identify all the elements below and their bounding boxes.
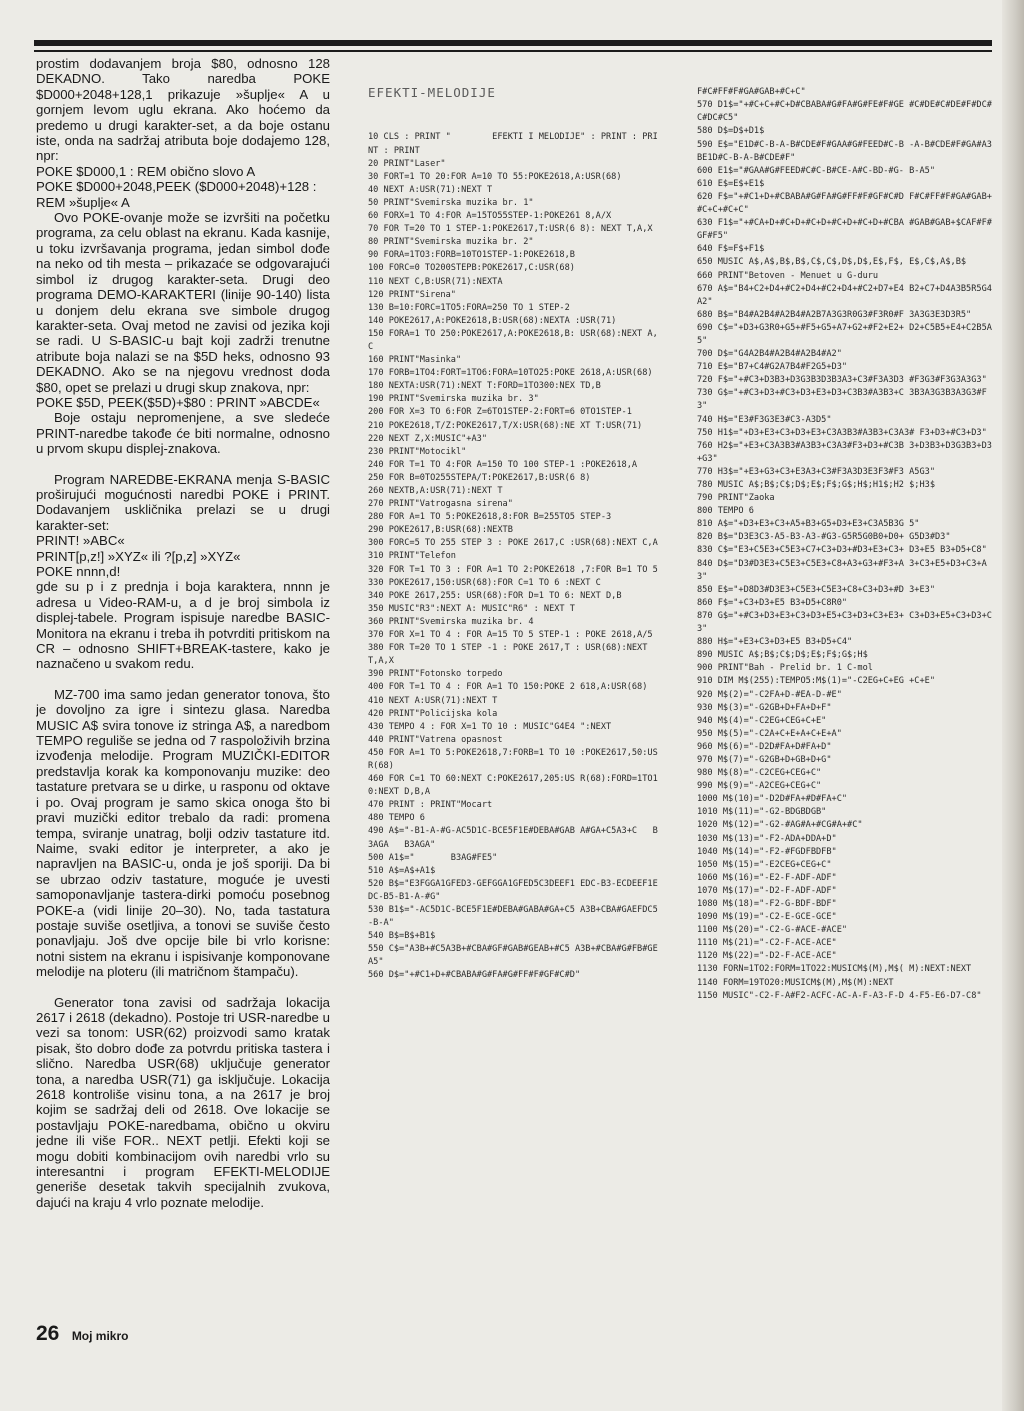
listing-line: 560 D$="+#C1+D+#CBABA#G#FA#G#FF#F#GF#C#D" [368,970,581,981]
listing-line: 660 PRINT"Betoven - Menuet u G-duru [697,270,879,281]
listing-line: 330 POKE2617,150:USR(68):FOR C=1 TO 6 :NEXT C [368,577,601,588]
article-paragraph: MZ-700 ima samo jedan generator tonova, što je dovoljno za igre i sintezu glasa. Naredba MUSIC A$ svira tonove iz stringa A$, a naredbom TEMPO reguliše se jedna od 7 raspoloživih brzina izvođenja melodije. Program MUZIČKI-EDITOR predstavlja korak ka komponovanju muzike: deo tastature pretvara se u dirke, u rasponu od oktave i po. Ovaj program je samo skica onoga što bi pravi muzički editor trebalo da radi: promena tempa, sviranje unatrag, bolji odziv tastature itd. Naime, svaki editor je interpreter, a ako je napravljen na BASIC-u, onda je još sporiji. Da bi se ubrzao odziv tastature, moguće je uvesti samoponavljanje tastera-dirki pomoću posebnog POKE-a (vidi linije 20–30). No, tada tastatura postaje suviše osetljiva, a tonovi se suviše često ponavljaju. Još dve opcije bile bi vrlo korisne: notni sistem na ekranu i ispisivanje komponovane melodije na ploteru (ili matričnom štampaču). [36,686,330,980]
listing-line: 540 B$=B$+B1$ [368,931,436,942]
listing-line: 460 FOR C=1 TO 60:NEXT C:POKE2617,205:US R(68):FORD=1TO10:NEXT D,B,A [368,774,658,798]
listing-line: 270 PRINT"Vatrogasna sirena" [368,499,513,510]
paragraph-gap [36,457,330,472]
listing-line: 880 H$="+E3+C3+D3+E5 B3+D5+C4" [697,637,853,648]
listing-line: 940 M$(4)="-C2EG+CEG+C+E" [697,715,827,726]
listing-line: 280 FOR A=1 TO 5:POKE2618,8:FOR B=255TO5 STEP-3 [368,512,612,523]
listing-line: 130 B=10:FORC=1TO5:FORA=250 TO 1 STEP-2 [368,302,570,313]
page-footer [36,1322,128,1352]
listing-line: 470 PRINT : PRINT"Mocart [368,800,493,811]
listing-line: 250 FOR B=0TO255STEPA/T:POKE2617,B:USR(6 8) [368,472,591,483]
code-example: POKE $D000+2048,PEEK ($D000+2048)+128 : REM »šuplje« A [36,179,317,210]
listing-line: 210 POKE2618,T/Z:POKE2617,T/X:USR(68):NE XT T:USR(71) [368,420,643,431]
top-rule-thin [34,50,992,52]
paragraph-gap [36,672,330,687]
article-paragraph: gde su p i z prednja i boja karaktera, nnnn je adresa u Video-RAM-u, a d je broj simbola iz displej-tabele. Program ispisuje naredbe BASIC-Monitora na ekranu i treba ih potvrditi pritiskom na CR – odnosno SHIFT+BREAK-tastere, kako je naznačeno u svakom redu. [36,579,330,672]
listing-line: 1080 M$(18)="-F2-G-BDF-BDF" [697,899,837,909]
listing-line: 1090 M$(19)="-C2-E-GCE-GCE" [697,912,837,923]
listing-line: 1030 M$(13)="-F2-ADA+DDA+D" [697,833,837,844]
listing-line: 770 H3$="+E3+G3+C3+E3A3+C3#F3A3D3E3F3#F3 A5G3" [697,466,935,477]
listing-line: 930 M$(3)="-G2GB+D+FA+D+F" [697,702,832,713]
listing-line: 520 B$="E3FGGA1GFED3-GEFGGA1GFED5C3DEEF1 EDC-B3-ECDEEF1EDC-B5-B1-A-#G" [368,878,658,902]
listing-line: 400 FOR T=1 TO 4 : FOR A=1 TO 150:POKE 2 618,A:USR(68) [368,682,648,693]
listing-line: 170 FORB=1TO4:FORT=1TO6:FORA=10TO25:POKE 2618,A:USR(68) [368,368,653,379]
listing-line: 790 PRINT"Zaoka [697,493,775,504]
listing-line: 180 NEXTA:USR(71):NEXT T:FORD=1TO300:NEX TD,B [368,381,601,392]
listing-line: 320 FOR T=1 TO 3 : FOR A=1 TO 2:POKE2618 ,7:FOR B=1 TO 5 [368,564,658,575]
listing-line: 580 D$=D$+D1$ [697,126,765,137]
listing-line: 110 NEXT C,B:USR(71):NEXTA [368,276,503,287]
listing-line: 1020 M$(12)="-G2-#AG#A+#CG#A+#C" [697,820,863,831]
listing-line: 80 PRINT"Svemirska muzika br. 2" [368,237,534,248]
listing-line: 430 TEMPO 4 : FOR X=1 TO 10 : MUSIC"G4E4 ":NEXT [368,721,612,732]
listing-line: 710 E$="B7+C4#G2A7B4#F2G5+D3" [697,362,848,373]
listing-line: 310 PRINT"Telefon [368,551,456,562]
listing-line: 840 D$="D3#D3E3+C5E3+C5E3+C8+A3+G3+#F3+A 3+C3+E5+D3+C3+A3" [697,558,987,582]
listing-line: 730 G$="+#C3+D3+#C3+D3+E3+D3+C3B3#A3B3+C 3B3A3G3B3A3G3#F3" [697,388,987,412]
listing-line: 820 B$="D3E3C3-A5-B3-A3-#G3-G5R5G0B0+D0+ G5D3#D3" [697,532,951,543]
listing-line: 600 E1$="#GAA#G#FEED#C#C-B#CE-A#C-BD-#G- B-A5" [697,165,935,176]
listing-line: 1060 M$(16)="-E2-F-ADF-ADF" [697,872,837,883]
listing-line: 150 FORA=1 TO 250:POKE2617,A:POKE2618,B: USR(68):NEXT A,C [368,328,658,352]
listing-line: 480 TEMPO 6 [368,813,425,824]
program-listing-right [697,60,992,1340]
listing-line: 910 DIM M$(255):TEMPO5:M$(1)="-C2EG+C+EG +C+E" [697,676,935,687]
listing-line: 410 NEXT A:USR(71):NEXT T [368,695,498,706]
listing-line: 740 H$="E3#F3G3E3#C3-A3D5" [697,414,832,425]
listing-line: 960 M$(6)="-D2D#FA+D#FA+D" [697,741,832,752]
listing-line: 440 PRINT"Vatrena opasnost [368,734,503,745]
listing-line: 1010 M$(11)="-G2-BDGBDGB" [697,807,827,818]
listing-line: 640 F$=F$+F1$ [697,244,765,255]
article-paragraph: prostim dodavanjem broja $80, odnosno 128 DEKADNO. Tako naredba POKE $D000+2048+128,1 prikazuje »šuplje« A u gornjem levom uglu ekrana. Ako hoćemo da predemo u drugi karakter-set, a da boje ostanu iste, onda na sadržaj atributa boje dodajemo 128, npr: [36,56,330,164]
code-example: POKE nnnn,d! [36,564,121,579]
listing-line: 1120 M$(22)="-D2-F-ACE-ACE" [697,951,837,962]
listing-line: 750 H1$="+D3+E3+C3+D3+E3+C3A3B3#A3B3+C3A3# F3+D3+#C3+D3" [697,427,987,438]
listing-line: 300 FORC=5 TO 255 STEP 3 : POKE 2617,C :USR(68):NEXT C,A [368,538,658,549]
listing-line: 30 FORT=1 TO 20:FOR A=10 TO 55:POKE2618,A:USR(68) [368,171,622,182]
listing-line: 1110 M$(21)="-C2-F-ACE-ACE" [697,938,837,949]
page-binding-shadow [1002,0,1024,1411]
listing-line: 690 C$="+D3+G3R0+G5+#F5+G5+A7+G2+#F2+E2+ D2+C5B5+E4+C2B5A5" [697,322,992,346]
listing-line: 920 M$(2)="-C2FA+D-#EA-D-#E" [697,689,842,700]
listing-line: 970 M$(7)="-G2GB+D+GB+D+G" [697,754,832,765]
listing-line: 1130 FORN=1TO2:FORM=1TO22:MUSICM$(M),M$( M):NEXT:NEXT [697,964,972,975]
listing-line: 140 POKE2617,A:POKE2618,B:USR(68):NEXTA :USR(71) [368,315,617,326]
top-rule [34,40,992,46]
program-listing-left [368,60,660,1340]
listing-line: 420 PRINT"Policijska kola [368,708,498,719]
paragraph-gap [36,980,330,995]
listing-line: 630 F1$="+#CA+D+#C+D+#C+D+#C+D+#C+D+#CBA #GAB#GAB+$CAF#F#GF#F5" [697,218,992,242]
listing-line: 830 C$="E3+C5E3+C5E3+C7+C3+D3+#D3+E3+C3+ D3+E5 B3+D5+C8" [697,545,987,556]
listing-line: 200 FOR X=3 TO 6:FOR Z=6TO1STEP-2:FORT=6 0TO1STEP-1 [368,407,632,418]
listing-line: 510 A$=A$+A1$ [368,865,436,876]
listing-line: 350 MUSIC"R3":NEXT A: MUSIC"R6" : NEXT T [368,603,575,614]
listing-line: 620 F$="+#C1+D+#CBABA#G#FA#G#FF#F#GF#C#D F#C#FF#F#GA#GAB+#C+C+#C+C" [697,191,992,216]
listing-title: EFEKTI-MELODIJE [368,85,496,101]
listing-line: 230 PRINT"Motocikl" [368,446,467,457]
magazine-name: Moj mikro [71,1329,129,1343]
listing-line: 850 E$="+D8D3#D3E3+C5E3+C5E3+C8+C3+D3+#D 3+E3" [697,584,935,595]
code-example: PRINT! »ABC« [36,533,125,549]
listing-line: 10 CLS : PRINT " EFEKTI I MELODIJE" : PRINT : PRINT : PRINT [368,132,658,156]
listing-line: 650 MUSIC A$,A$,B$,B$,C$,C$,D$,D$,E$,F$, E$,C$,A$,B$ [697,257,967,268]
listing-line: 160 PRINT"Masinka" [368,355,462,366]
listing-line: 810 A$="+D3+E3+C3+A5+B3+G5+D3+E3+C3A5B3G 5" [697,519,920,530]
code-example: POKE $5D, PEEK($5D)+$80 : PRINT »ABCDE« [36,394,320,410]
listing-line: 450 FOR A=1 TO 5:POKE2618,7:FORB=1 TO 10 :POKE2617,50:USR(68) [368,747,658,771]
listing-line: 890 MUSIC A$;B$;C$;D$;E$;F$;G$;H$ [697,650,868,661]
listing-line: 260 NEXTB,A:USR(71):NEXT T [368,486,503,496]
listing-line: 60 FORX=1 TO 4:FOR A=15TO55STEP-1:POKE261 8,A/X [368,211,612,222]
listing-line: 590 E$="E1D#C-B-A-B#CDE#F#GAA#G#FEED#C-B -A-B#CDE#F#GA#A3BE1D#C-B-A-B#CDE#F" [697,139,992,163]
listing-line: 70 FOR T=20 TO 1 STEP-1:POKE2617,T:USR(6 8): NEXT T,A,X [368,224,653,235]
listing-lines [368,131,660,982]
listing-line: 570 D1$="+#C+C+#C+D#CBABA#G#FA#G#FE#F#GE #C#DE#C#DE#F#DC#C#DC#C5" [697,100,992,124]
listing-line: 290 POKE2617,B:USR(68):NEXTB [368,525,513,536]
listing-line: 1070 M$(17)="-D2-F-ADF-ADF" [697,885,837,896]
code-example: POKE $D000,1 : REM obično slovo A [36,163,256,179]
listing-line: 1000 M$(10)="-D2D#FA+#D#FA+C" [697,794,848,805]
listing-line: 370 FOR X=1 TO 4 : FOR A=15 TO 5 STEP-1 : POKE 2618,A/5 [368,630,653,641]
listing-line: 1140 FORM=19TO20:MUSICM$(M),M$(M):NEXT [697,977,894,988]
listing-line: 390 PRINT"Fotonsko torpedo [368,669,503,680]
listing-line: 1040 M$(14)="-F2-#FGDFBDFB" [697,846,837,857]
listing-line: 780 MUSIC A$;B$;C$;D$;E$;F$;G$;H$;H1$;H2 $;H3$ [697,480,935,490]
listing-line: 190 PRINT"Svemirska muzika br. 3" [368,394,539,405]
listing-line: 1100 M$(20)="-C2-G-#ACE-#ACE" [697,925,848,936]
listing-line: 550 C$="A3B+#C5A3B+#CBA#GF#GAB#GEAB+#C5 A3B+#CBA#G#FB#GEA5" [368,944,658,968]
listing-line: F#C#FF#F#GA#GAB+#C+C" [697,87,806,98]
listing-line: 800 TEMPO 6 [697,506,754,517]
listing-line: 670 A$="B4+C2+D4+#C2+D4+#C2+D4+#C2+D7+E4 B2+C7+D4A3B5R5G4A2" [697,283,992,307]
listing-line: 100 FORC=0 TO200STEPB:POKE2617,C:USR(68) [368,263,575,274]
listing-line: 490 A$="-B1-A-#G-AC5D1C-BCE5F1E#DEBA#GAB A#GA+C5A3+C B3AGA B3AGA" [368,826,658,850]
listing-line: 860 F$="+C3+D3+E5 B3+D5+C8R0" [697,597,848,608]
listing-line: 380 FOR T=20 TO 1 STEP -1 : POKE 2617,T : USR(68):NEXT T,A,X [368,643,653,667]
article-paragraph: Boje ostaju nepromenjene, a sve sledeće PRINT-naredbe takođe će biti normalne, odnosno u prvom skupu displej-znakova. [36,410,330,457]
listing-line: 950 M$(5)="-C2A+C+E+A+C+E+A" [697,728,842,739]
listing-line: 870 G$="+#C3+D3+E3+C3+D3+E5+C3+D3+C3+E3+ C3+D3+E5+C3+D3+C3" [697,610,992,635]
listing-line: 900 PRINT"Bah - Prelid br. 1 C-mol [697,663,873,674]
listing-line: 90 FORA=1TO3:FORB=10TO1STEP-1:POKE2618,B [368,250,575,261]
listing-line: 700 D$="G4A2B4#A2B4#A2B4#A2" [697,349,842,360]
listing-line: 50 PRINT"Svemirska muzika br. 1" [368,197,534,208]
listing-line: 990 M$(9)="-A2CEG+CEG+C" [697,781,822,792]
listing-line: 610 E$=E$+E1$ [697,178,765,189]
listing-line: 1150 MUSIC"-C2-F-A#F2-ACFC-AC-A-F-A3-F-D 4-F5-E6-D7-C8" [697,990,982,1001]
listing-line: 240 FOR T=1 TO 4:FOR A=150 TO 100 STEP-1 :POKE2618,A [368,459,638,470]
listing-line: 980 M$(8)="-C2CEG+CEG+C" [697,768,822,779]
page-number: 26 [36,1322,60,1345]
listing-line: 40 NEXT A:USR(71):NEXT T [368,184,493,195]
code-example: PRINT[p,z!] »XYZ« ili ?[p,z] »XYZ« [36,548,241,564]
listing-line: 1050 M$(15)="-E2CEG+CEG+C" [697,859,832,870]
listing-line: 760 H2$="+E3+C3A3B3#A3B3+C3A3#F3+D3+#C3B 3+D3B3+D3G3B3+D3+G3" [697,440,992,464]
listing-line: 680 B$="B4#A2B4#A2B4#A2B7A3G3R0G3#F3R0#F 3A3G3E3D3R5" [697,309,972,320]
article-paragraph: Ovo POKE-ovanje može se izvršiti na početku programa, za celu oblast na ekranu. Kada kasnije, u toku izvršavanja programa, jedan simbol dođe na neko od tih mesta – prikazaće se odgovarajući simbol iz drugog karakter-seta. Drugi deo programa DEMO-KARAKTERI (linije 90-140) lista u donjem delu ekrana sve simbole drugog karakter-seta. Ovaj metod ne zavisi od jezika koji se radi. U S-BASIC-u bajt koji zadrži trenutne atribute boja nalazi se na $5D heks, odnosno 93 DEKADNO. Ako se na njegovu vrednost doda $80, opet se prelazi u drugi skup znakova, npr: [36,210,330,395]
listing-line: 500 A1$=" B3AG#FE5" [368,852,498,863]
listing-lines-continued [697,86,992,1003]
listing-line: 720 F$="+#C3+D3B3+D3G3B3D3B3A3+C3#F3A3D3 #F3G3#F3G3A3G3" [697,375,987,386]
article-paragraph: Program NAREDBE-EKRANA menja S-BASIC proširujući mogućnosti naredbi POKE i PRINT. Dodavanjem uskličnika prelazi se u drugi karakter-set: [36,471,330,533]
article-paragraph: Generator tona zavisi od sadržaja lokacija 2617 i 2618 (dekadno). Postoje tri USR-naredbe u vezi sa tonom: USR(62) proizvodi samo kratak pisak, što dobro dođe za potvrdu pritiska tastera i slično. Naredba USR(68) uključuje generator tona, a naredba USR(71) ga isključuje. Lokacija 2618 kontroliše visinu tona, a na 2617 je broj kojim se sadržaj deli od 2618. Ove lokacije se postavljaju POKE-naredbama, obično u okviru jedne ili više FOR.. NEXT petlji. Efekti koji se mogu dobiti kombinacijom ovih naredbi vrlo su interesantni i program EFEKTI-MELODIJE generiše desetak takvih specijalnih zvukova, dajući na kraju 4 vrlo poznate melodije. [36,994,330,1210]
listing-line: 120 PRINT"Sirena" [368,289,456,300]
listing-line: 340 POKE 2617,255: USR(68):FOR D=1 TO 6: NEXT D,B [368,590,622,601]
listing-line: 220 NEXT Z,X:MUSIC"+A3" [368,433,487,444]
listing-line: 20 PRINT"Laser" [368,158,446,169]
listing-line: 360 PRINT"Svemirska muzika br. 4 [368,616,534,627]
listing-line: 530 B1$="-AC5D1C-BCE5F1E#DEBA#GABA#GA+C5 A3B+CBA#GAEFDC5-B-A" [368,905,658,929]
article-text-column [36,56,330,1336]
